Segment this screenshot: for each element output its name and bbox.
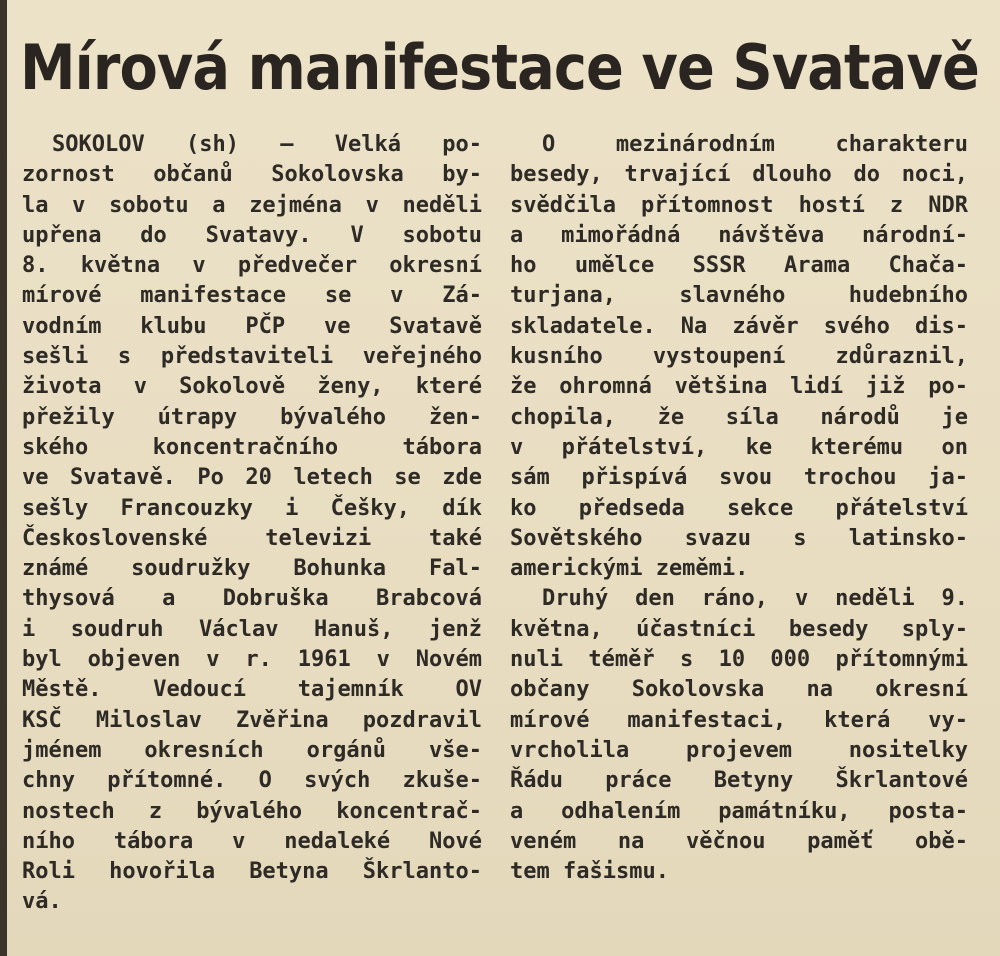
text-line: sešli s představiteli veřejného <box>22 344 482 370</box>
text-line: a odhalením památníku, posta- <box>510 798 968 824</box>
text-line: thysová a Dobruška Brabcová <box>22 586 482 612</box>
text-line: veném na věčnou paměť obě- <box>510 828 968 854</box>
text-line: Roli hovořila Betyna Škrlanto- <box>22 859 482 885</box>
text-line: jménem okresních orgánů vše- <box>22 737 482 763</box>
text-line: občany Sokolovska na okresní <box>510 677 968 703</box>
text-line: skladatele. Na závěr svého dis- <box>510 313 968 339</box>
text-line: Řádu práce Betyny Škrlantové <box>510 768 968 794</box>
text-line: O mezinárodním charakteru <box>542 132 968 157</box>
text-line: v přátelství, ke kterému on <box>510 434 968 460</box>
text-line: upřena do Svatavy. V sobotu <box>22 222 482 248</box>
text-line: mírové manifestace se v Zá- <box>22 283 482 309</box>
text-line: kusního vystoupení zdůraznil, <box>510 344 968 370</box>
text-line: ko předseda sekce přátelství <box>510 495 968 521</box>
text-line: zornost občanů Sokolovska by- <box>22 162 482 188</box>
text-line: mírové manifestaci, která vy- <box>510 707 968 733</box>
text-line: 8. května v předvečer okresní <box>22 253 482 279</box>
text-line: přežily útrapy bývalého žen- <box>22 404 482 430</box>
text-line: známé soudružky Bohunka Fal- <box>22 556 482 582</box>
text-line: života v Sokolově ženy, které <box>22 374 482 400</box>
text-line: května, účastníci besedy sply- <box>510 616 968 642</box>
text-line: ního tábora v nedaleké Nové <box>22 828 482 854</box>
text-line: Sovětského svazu s latinsko- <box>510 525 968 551</box>
text-line: Druhý den ráno, v neděli 9. <box>542 586 968 612</box>
column-rule <box>0 0 7 956</box>
text-line: a mimořádná návštěva národní- <box>510 222 968 248</box>
text-line: vodním klubu PČP ve Svatavě <box>22 313 482 339</box>
text-line: chopila, že síla národů je <box>510 404 968 430</box>
text-line: že ohromná většina lidí již po- <box>510 374 968 400</box>
text-line: Československé televizi také <box>22 525 482 551</box>
right-column <box>510 130 968 887</box>
text-line: Městě. Vedoucí tajemník OV <box>22 677 482 703</box>
text-line: nostech z bývalého koncentrač- <box>22 798 482 824</box>
article-headline: Mírová manifestace ve Svatavě <box>20 31 979 104</box>
text-line: besedy, trvající dlouho do noci, <box>510 162 968 188</box>
text-line: KSČ Miloslav Zvěřina pozdravil <box>22 707 482 733</box>
text-line: nuli téměř s 10 000 přítomnými <box>510 647 968 673</box>
text-line: americkými zeměmi. <box>510 556 749 582</box>
text-line: SOKOLOV (sh) — Velká po- <box>52 132 482 157</box>
text-line: ho umělce SSSR Arama Chača- <box>510 253 968 279</box>
text-line: vá. <box>22 889 62 915</box>
left-column <box>22 130 482 918</box>
text-line: la v sobotu a zejména v neděli <box>22 192 482 218</box>
text-line: turjana, slavného hudebního <box>510 283 968 309</box>
text-line: byl objeven v r. 1961 v Novém <box>22 647 482 673</box>
text-line: i soudruh Václav Hanuš, jenž <box>22 616 482 642</box>
text-line: vrcholila projevem nositelky <box>510 737 968 763</box>
text-line: sešly Francouzky i Češky, dík <box>22 495 482 521</box>
text-line: tem fašismu. <box>510 859 669 885</box>
text-line: sám přispívá svou trochou ja- <box>510 465 968 491</box>
text-line: ského koncentračního tábora <box>22 434 482 460</box>
text-line: ve Svatavě. Po 20 letech se zde <box>22 465 482 491</box>
text-line: svědčila přítomnost hostí z NDR <box>510 192 968 218</box>
text-line: chny přítomné. O svých zkuše- <box>22 768 482 794</box>
